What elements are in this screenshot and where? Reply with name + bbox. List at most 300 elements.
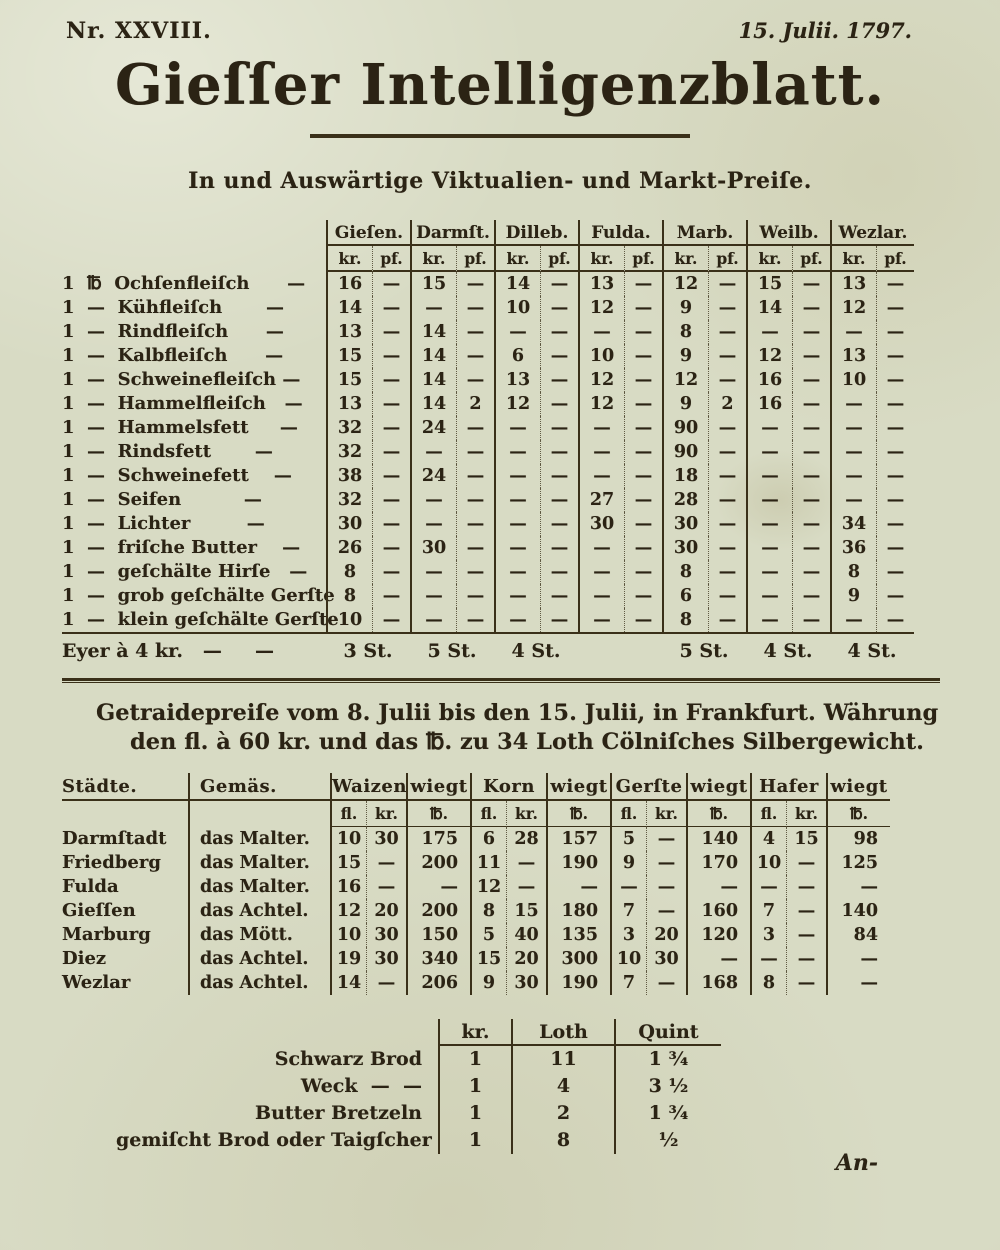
market-row-label: 1 — grob geſchälte Gerſte: [62, 585, 335, 606]
grain-value: 84: [826, 923, 890, 947]
market-value: —: [746, 536, 792, 560]
grain-value: 3: [610, 923, 646, 947]
market-unit-corner: [62, 246, 326, 270]
market-value: —: [540, 344, 578, 368]
market-value: 8: [326, 584, 372, 608]
grain-value: 12: [470, 875, 506, 899]
grain-value: 10: [750, 851, 786, 875]
grain-sub-fl: fl.: [610, 801, 646, 827]
market-value: —: [494, 320, 540, 344]
market-value: 13: [326, 320, 372, 344]
grain-city: Gieſſen: [62, 900, 136, 921]
market-value: —: [456, 296, 494, 320]
grain-title-line2: den fl. à 60 kr. und das ℔. zu 34 Loth Cölniſches Silbergewicht.: [130, 729, 924, 755]
grain-value: 3: [750, 923, 786, 947]
market-value: 12: [662, 368, 708, 392]
market-value: —: [830, 440, 876, 464]
market-value: —: [372, 320, 410, 344]
grain-value: 160: [686, 899, 750, 923]
market-row-label: 1 — friſche Butter —: [62, 537, 301, 558]
market-value: —: [830, 392, 876, 416]
unit-kr-header: kr.: [662, 246, 708, 272]
market-row-label: 1 — Seifen —: [62, 489, 262, 510]
market-value: —: [830, 320, 876, 344]
eggs-value: 4 St.: [763, 640, 813, 662]
bread-value: 2: [511, 1100, 614, 1127]
market-value: 24: [410, 416, 456, 440]
bread-col-header: Loth: [511, 1019, 614, 1046]
market-value: —: [578, 440, 624, 464]
grain-value: —: [506, 875, 546, 899]
market-value: —: [708, 368, 746, 392]
grain-value: —: [686, 947, 750, 971]
market-value: —: [624, 416, 662, 440]
eggs-value: 5 St.: [679, 640, 729, 662]
grain-sub-fl: fl.: [750, 801, 786, 827]
market-value: —: [372, 464, 410, 488]
issue-number: Nr. XXVIII.: [66, 18, 212, 44]
grain-value: —: [546, 875, 610, 899]
market-value: 9: [662, 392, 708, 416]
title-divider: [310, 134, 690, 138]
market-value: 14: [410, 344, 456, 368]
catchword: An-: [835, 1150, 878, 1176]
market-value: —: [372, 488, 410, 512]
market-value: —: [494, 536, 540, 560]
page-title: Gieſſer Intelligenzblatt.: [114, 52, 885, 118]
market-value: —: [792, 560, 830, 584]
grain-value: 7: [610, 899, 646, 923]
grain-value: 300: [546, 947, 610, 971]
grain-value: 15: [786, 827, 826, 851]
bread-item-label: Weck — —: [300, 1075, 422, 1097]
grain-col-city: Städte.: [62, 773, 188, 801]
market-value: 38: [326, 464, 372, 488]
grain-value: 15: [506, 899, 546, 923]
market-value: —: [456, 440, 494, 464]
market-value: —: [624, 536, 662, 560]
grain-group-wiegt: wiegt: [686, 773, 750, 801]
grain-value: 20: [646, 923, 686, 947]
market-value: —: [578, 560, 624, 584]
market-value: 2: [456, 392, 494, 416]
market-value: —: [540, 416, 578, 440]
market-value: —: [792, 392, 830, 416]
grain-value: 157: [546, 827, 610, 851]
market-value: —: [792, 344, 830, 368]
unit-pf-header: pf.: [708, 246, 746, 272]
grain-value: —: [750, 947, 786, 971]
market-value: —: [624, 392, 662, 416]
grain-measure: das Malter.: [188, 851, 330, 875]
market-value: —: [792, 416, 830, 440]
market-value: 8: [326, 560, 372, 584]
market-value: —: [456, 416, 494, 440]
market-value: —: [372, 536, 410, 560]
grain-group-wiegt: wiegt: [826, 773, 890, 801]
grain-value: —: [826, 947, 890, 971]
market-value: 14: [494, 272, 540, 296]
market-value: 16: [746, 368, 792, 392]
market-value: —: [540, 512, 578, 536]
market-value: —: [456, 320, 494, 344]
grain-value: 5: [470, 923, 506, 947]
grain-value: 30: [366, 827, 406, 851]
market-value: —: [876, 560, 914, 584]
market-value: 16: [746, 392, 792, 416]
grain-value: —: [366, 875, 406, 899]
grain-value: 20: [506, 947, 546, 971]
market-value: —: [624, 368, 662, 392]
market-value: —: [372, 608, 410, 632]
grain-group-name: Waizen: [330, 773, 406, 801]
market-value: —: [410, 584, 456, 608]
market-value: —: [876, 440, 914, 464]
grain-value: 12: [330, 899, 366, 923]
grain-value: —: [826, 875, 890, 899]
grain-value: —: [366, 851, 406, 875]
unit-pf-header: pf.: [372, 246, 410, 272]
market-value: —: [708, 536, 746, 560]
market-value: —: [792, 320, 830, 344]
grain-value: 15: [330, 851, 366, 875]
grain-value: 15: [470, 947, 506, 971]
market-value: 15: [326, 368, 372, 392]
grain-measure: das Malter.: [188, 875, 330, 899]
market-value: —: [578, 608, 624, 632]
grain-value: —: [506, 851, 546, 875]
market-value: 10: [494, 296, 540, 320]
unit-kr-header: kr.: [578, 246, 624, 272]
market-value: —: [494, 512, 540, 536]
market-value: —: [540, 536, 578, 560]
grain-value: 125: [826, 851, 890, 875]
market-row-label: 1 — Rindfleiſch —: [62, 321, 284, 342]
market-value: —: [578, 584, 624, 608]
bread-value: 3 ½: [614, 1073, 721, 1100]
market-value: 12: [578, 296, 624, 320]
bread-table: [116, 1019, 1000, 1154]
market-value: —: [578, 536, 624, 560]
grain-group-wiegt: wiegt: [546, 773, 610, 801]
grain-sub-lb: ℔.: [546, 801, 610, 827]
grain-value: 140: [826, 899, 890, 923]
grain-value: 28: [506, 827, 546, 851]
unit-kr-header: kr.: [830, 246, 876, 272]
issue-date: 15. Julii. 1797.: [738, 18, 912, 43]
grain-value: —: [786, 851, 826, 875]
grain-sub-kr: kr.: [786, 801, 826, 827]
market-row-label: 1 ℔ Ochſenfleiſch —: [62, 273, 306, 294]
eggs-value: 4 St.: [511, 640, 561, 662]
eggs-label: Eyer à 4 kr. — —: [62, 640, 274, 662]
market-value: 32: [326, 416, 372, 440]
market-value: —: [540, 320, 578, 344]
market-value: 30: [662, 536, 708, 560]
grain-title-line1: Getraidepreiſe vom 8. Julii bis den 15. Julii, in Frankfurt. Währung: [96, 700, 939, 726]
market-value: —: [456, 536, 494, 560]
market-value: —: [410, 296, 456, 320]
market-value: —: [708, 440, 746, 464]
grain-value: 140: [686, 827, 750, 851]
market-value: —: [746, 488, 792, 512]
grain-table: [62, 773, 1000, 995]
market-value: —: [708, 464, 746, 488]
bread-item-label: Schwarz Brod: [274, 1048, 422, 1070]
bread-value: 11: [511, 1046, 614, 1073]
market-value: —: [792, 512, 830, 536]
grain-value: 150: [406, 923, 470, 947]
market-value: —: [624, 512, 662, 536]
market-value: 13: [326, 392, 372, 416]
market-value: —: [578, 416, 624, 440]
market-value: —: [456, 560, 494, 584]
market-value: —: [624, 488, 662, 512]
grain-value: 10: [610, 947, 646, 971]
market-value: —: [456, 464, 494, 488]
bread-value: 1: [438, 1127, 511, 1154]
grain-value: 14: [330, 971, 366, 995]
grain-measure: das Achtel.: [188, 971, 330, 995]
grain-value: —: [366, 971, 406, 995]
grain-value: 9: [610, 851, 646, 875]
grain-value: 9: [470, 971, 506, 995]
grain-value: 30: [506, 971, 546, 995]
market-value: —: [372, 440, 410, 464]
market-value: —: [494, 560, 540, 584]
market-city-header: Gieſen.: [326, 220, 410, 246]
grain-value: —: [646, 827, 686, 851]
market-value: —: [372, 272, 410, 296]
grain-value: —: [646, 851, 686, 875]
market-value: —: [792, 608, 830, 632]
unit-kr-header: kr.: [410, 246, 456, 272]
market-value: 12: [662, 272, 708, 296]
market-value: 34: [830, 512, 876, 536]
grain-value: —: [610, 875, 646, 899]
grain-city: Darmſtadt: [62, 828, 167, 849]
bread-corner: [116, 1019, 438, 1046]
market-value: 8: [662, 560, 708, 584]
market-value: —: [410, 488, 456, 512]
grain-sub-corner: [188, 801, 330, 827]
market-value: —: [746, 464, 792, 488]
market-value: 90: [662, 416, 708, 440]
grain-sub-kr: kr.: [646, 801, 686, 827]
market-value: —: [494, 608, 540, 632]
eggs-value: 4 St.: [847, 640, 897, 662]
market-value: —: [792, 440, 830, 464]
market-value: —: [746, 440, 792, 464]
market-value: —: [372, 584, 410, 608]
eggs-row: [62, 632, 914, 668]
market-value: 12: [746, 344, 792, 368]
market-value: 8: [662, 608, 708, 632]
grain-value: 5: [610, 827, 646, 851]
unit-kr-header: kr.: [746, 246, 792, 272]
market-value: 15: [746, 272, 792, 296]
market-value: —: [494, 464, 540, 488]
market-section-title: In und Auswärtige Viktualien- und Markt-Preiſe.: [188, 168, 812, 194]
market-value: —: [540, 368, 578, 392]
grain-group-name: Korn: [470, 773, 546, 801]
grain-sub-fl: fl.: [470, 801, 506, 827]
market-value: 6: [662, 584, 708, 608]
grain-value: 98: [826, 827, 890, 851]
market-value: 13: [578, 272, 624, 296]
unit-kr-header: kr.: [326, 246, 372, 272]
market-value: 10: [830, 368, 876, 392]
grain-city: Fulda: [62, 876, 119, 897]
market-value: —: [876, 272, 914, 296]
market-value: —: [540, 560, 578, 584]
market-value: —: [624, 464, 662, 488]
grain-value: 168: [686, 971, 750, 995]
market-value: 14: [410, 392, 456, 416]
market-value: 27: [578, 488, 624, 512]
grain-value: 175: [406, 827, 470, 851]
market-value: —: [540, 440, 578, 464]
unit-pf-header: pf.: [456, 246, 494, 272]
grain-value: 30: [366, 947, 406, 971]
market-value: —: [624, 272, 662, 296]
market-value: —: [578, 320, 624, 344]
market-value: —: [624, 608, 662, 632]
market-value: —: [708, 344, 746, 368]
market-value: —: [494, 416, 540, 440]
market-value: —: [540, 392, 578, 416]
grain-value: 190: [546, 851, 610, 875]
grain-value: 200: [406, 899, 470, 923]
bread-value: 1: [438, 1073, 511, 1100]
market-city-header: Weilb.: [746, 220, 830, 246]
masthead: [0, 14, 1000, 44]
grain-section-title: [96, 699, 1000, 757]
grain-value: 170: [686, 851, 750, 875]
market-value: —: [830, 464, 876, 488]
market-value: —: [708, 488, 746, 512]
grain-value: —: [646, 971, 686, 995]
grain-city: Marburg: [62, 924, 151, 945]
market-row-label: 1 — geſchälte Hirſe —: [62, 561, 308, 582]
grain-value: 10: [330, 827, 366, 851]
market-value: —: [708, 560, 746, 584]
market-value: —: [746, 512, 792, 536]
eggs-value: 3 St.: [343, 640, 393, 662]
unit-pf-header: pf.: [876, 246, 914, 272]
market-value: 12: [494, 392, 540, 416]
market-value: —: [456, 272, 494, 296]
market-value: —: [792, 296, 830, 320]
market-value: 12: [578, 392, 624, 416]
market-value: —: [830, 416, 876, 440]
grain-value: 120: [686, 923, 750, 947]
market-corner: [62, 220, 326, 244]
grain-value: 340: [406, 947, 470, 971]
market-value: 26: [326, 536, 372, 560]
unit-kr-header: kr.: [494, 246, 540, 272]
market-city-header: Darmſt.: [410, 220, 494, 246]
market-value: —: [372, 416, 410, 440]
grain-measure: das Achtel.: [188, 947, 330, 971]
market-value: —: [830, 608, 876, 632]
market-value: 30: [326, 512, 372, 536]
bread-col-header: kr.: [438, 1019, 511, 1046]
market-value: —: [792, 272, 830, 296]
grain-value: 200: [406, 851, 470, 875]
market-value: —: [876, 416, 914, 440]
market-value: —: [456, 608, 494, 632]
grain-value: —: [786, 971, 826, 995]
market-value: —: [876, 488, 914, 512]
market-value: 10: [326, 608, 372, 632]
grain-sub-lb: ℔.: [406, 801, 470, 827]
market-row-label: 1 — Hammelsfett —: [62, 417, 298, 438]
market-value: —: [410, 512, 456, 536]
market-value: 36: [830, 536, 876, 560]
grain-value: 8: [470, 899, 506, 923]
grain-value: 7: [750, 899, 786, 923]
market-row-label: 1 — Schweinefett —: [62, 465, 292, 486]
grain-value: —: [750, 875, 786, 899]
market-value: —: [708, 608, 746, 632]
market-value: 30: [578, 512, 624, 536]
market-value: —: [876, 584, 914, 608]
unit-pf-header: pf.: [792, 246, 830, 272]
market-value: —: [372, 560, 410, 584]
grain-value: —: [686, 875, 750, 899]
grain-value: 30: [366, 923, 406, 947]
grain-value: —: [646, 875, 686, 899]
market-row-label: 1 — Lichter —: [62, 513, 265, 534]
market-value: —: [876, 512, 914, 536]
grain-sub-kr: kr.: [506, 801, 546, 827]
market-row-label: 1 — Kühfleiſch —: [62, 297, 285, 318]
grain-sub-corner: [62, 801, 188, 827]
market-value: —: [372, 392, 410, 416]
grain-value: 206: [406, 971, 470, 995]
market-value: —: [456, 344, 494, 368]
market-value: 13: [494, 368, 540, 392]
market-value: —: [876, 296, 914, 320]
market-value: 9: [830, 584, 876, 608]
market-value: —: [494, 440, 540, 464]
market-value: 12: [830, 296, 876, 320]
market-value: —: [792, 368, 830, 392]
grain-value: —: [786, 947, 826, 971]
market-value: —: [456, 584, 494, 608]
market-value: —: [624, 440, 662, 464]
market-value: —: [494, 488, 540, 512]
market-value: —: [540, 608, 578, 632]
section-divider: [62, 678, 940, 683]
market-value: 30: [662, 512, 708, 536]
market-value: 8: [830, 560, 876, 584]
market-value: —: [876, 368, 914, 392]
grain-measure: das Achtel.: [188, 899, 330, 923]
market-value: —: [876, 344, 914, 368]
market-value: —: [830, 488, 876, 512]
grain-value: 10: [330, 923, 366, 947]
market-value: —: [746, 416, 792, 440]
market-value: 14: [410, 320, 456, 344]
market-value: —: [746, 584, 792, 608]
grain-measure: das Mött.: [188, 923, 330, 947]
market-value: —: [876, 608, 914, 632]
bread-value: 1: [438, 1100, 511, 1127]
market-value: —: [624, 296, 662, 320]
market-value: —: [540, 488, 578, 512]
